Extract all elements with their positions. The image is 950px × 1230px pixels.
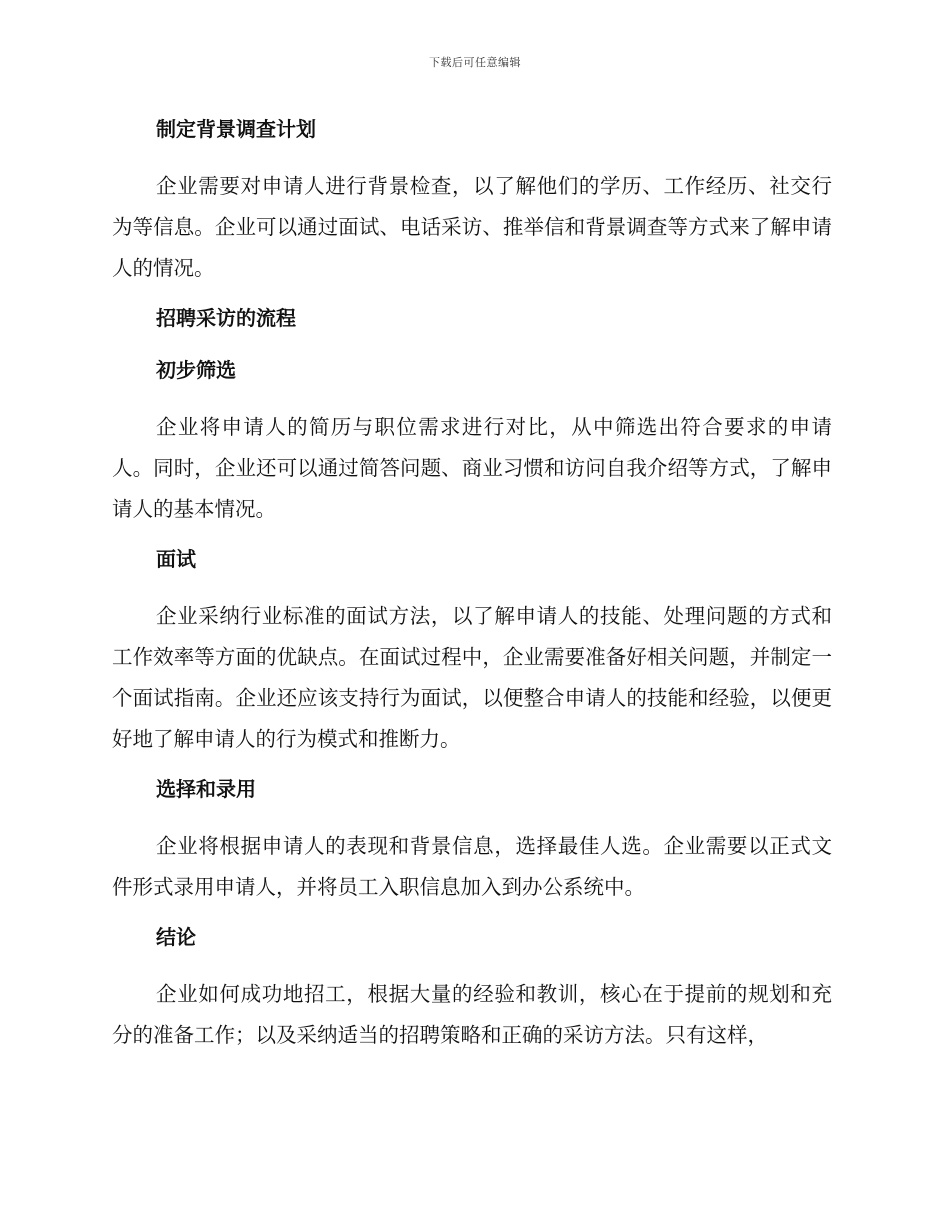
section-paragraph-initial-screening: 企业将申请人的简历与职位需求进行对比，从中筛选出符合要求的申请人。同时，企业还可以通过简答问题、商业习惯和访问自我介绍等方式，了解申请人的基本情况。 xyxy=(112,415,832,521)
section-paragraph-conclusion: 企业如何成功地招工，根据大量的经验和教训，核心在于提前的规划和充分的准备工作；以及采纳适当的招聘策略和正确的采访方法。只有这样， xyxy=(112,982,832,1047)
section-paragraph-selection-hiring: 企业将根据申请人的表现和背景信息，选择最佳人选。企业需要以正式文件形式录用申请人，并将员工入职信息加入到办公系统中。 xyxy=(112,834,832,899)
section-heading-interview-process: 招聘采访的流程 xyxy=(156,306,296,330)
section-heading-conclusion: 结论 xyxy=(156,925,196,949)
section-heading-initial-screening: 初步筛选 xyxy=(156,358,236,382)
section-paragraph-interview: 企业采纳行业标准的面试方法，以了解申请人的技能、处理问题的方式和工作效率等方面的优缺点。在面试过程中，企业需要准备好相关问题，并制定一个面试指南。企业还应该支持行为面试，以便整合申请人的技能和经验，以便更好地了解申请人的行为模式和推断力。 xyxy=(112,604,832,751)
page-header-note: 下载后可任意编辑 xyxy=(429,56,521,69)
section-heading-interview: 面试 xyxy=(156,547,196,571)
document-body xyxy=(112,112,832,1068)
section-heading-background-check: 制定背景调查计划 xyxy=(156,117,316,141)
section-paragraph-background-check: 企业需要对申请人进行背景检查，以了解他们的学历、工作经历、社交行为等信息。企业可以通过面试、电话采访、推举信和背景调查等方式来了解申请人的情况。 xyxy=(112,174,832,280)
section-heading-selection-hiring: 选择和录用 xyxy=(156,777,256,801)
